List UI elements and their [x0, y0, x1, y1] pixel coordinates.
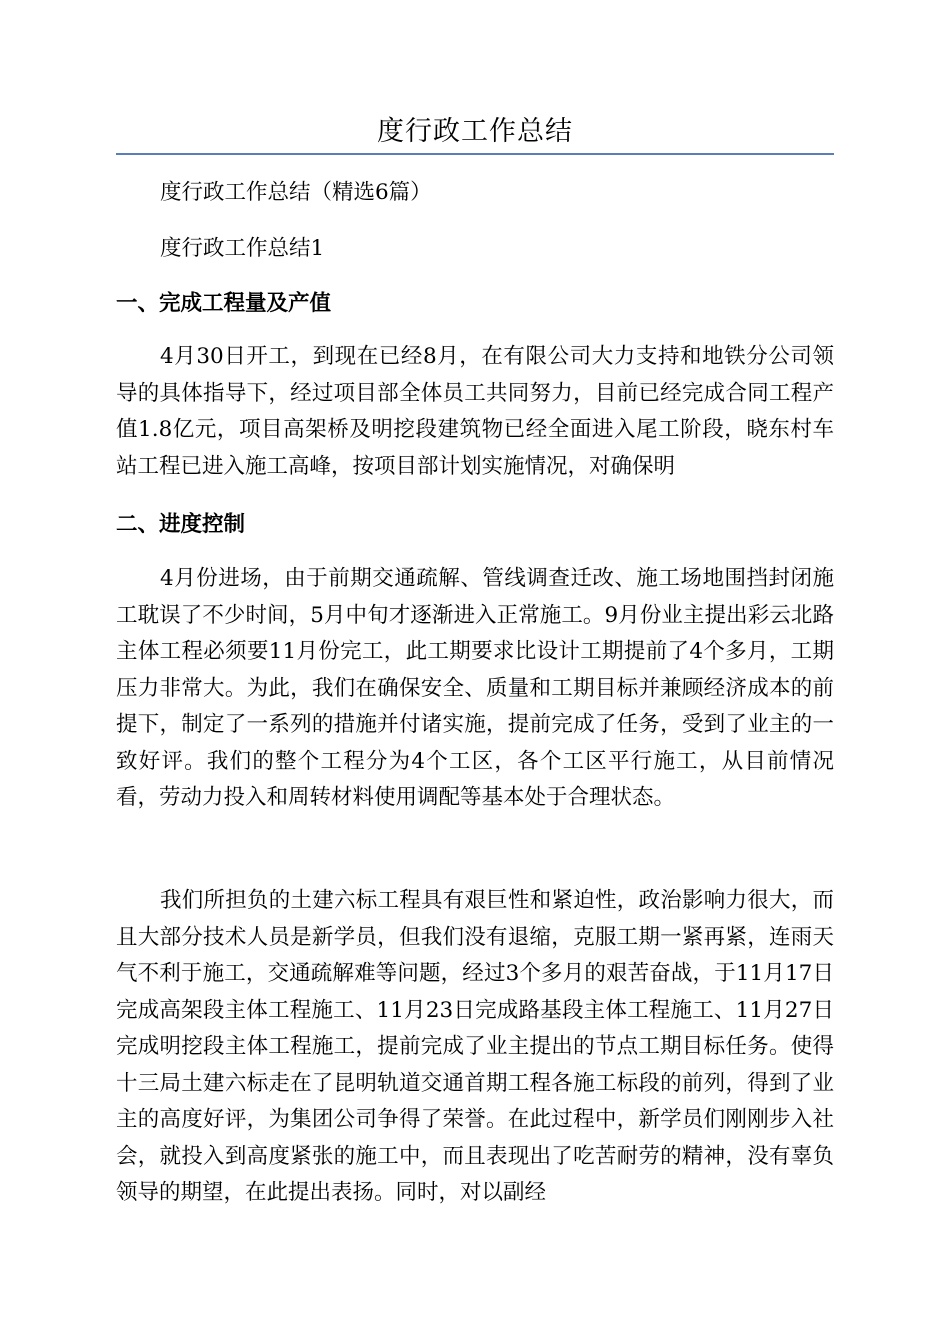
section-paragraph-progress-2: 我们所担负的土建六标工程具有艰巨性和紧迫性，政治影响力很大，而且大部分技术人员是新学员，但我们没有退缩，克服工期一紧再紧，连雨天气不利于施工，交通疏解难等问题，经过3个多月的艰苦奋战，于11月17日完成高架段主体工程施工、11月23日完成路基段主体工程施工、11月27日完成明挖段主体工程施工，提前完成了业主提出的节点工期目标任务。使得十三局土建六标走在了昆明轨道交通首期工程各施工标段的前列，得到了业主的高度好评，为集团公司争得了荣誉。在此过程中，新学员们刚刚步入社会，就投入到高度紧张的施工中，而且表现出了吃苦耐劳的精神，没有辜负领导的期望，在此提出表扬。同时，对以副经	[116, 888, 834, 1205]
document-title: 度行政工作总结	[377, 116, 573, 147]
title-underline	[116, 153, 834, 155]
section-heading-output: 一、完成工程量及产值	[116, 291, 332, 316]
document-subtitle: 度行政工作总结（精选6篇）	[160, 180, 432, 205]
section-paragraph-output: 4月30日开工，到现在已经8月，在有限公司大力支持和地铁分公司领导的具体指导下，经过项目部全体员工共同努力，目前已经完成合同工程产值1.8亿元，项目高架桥及明挖段建筑物已经全面进入尾工阶段，晓东村车站工程已进入施工高峰，按项目部计划实施情况，对确保明	[116, 344, 834, 479]
section-heading-progress: 二、进度控制	[116, 512, 246, 537]
part-label: 度行政工作总结1	[160, 236, 325, 261]
section-paragraph-progress-1: 4月份进场，由于前期交通疏解、管线调查迁改、施工场地围挡封闭施工耽误了不少时间，5月中旬才逐渐进入正常施工。9月份业主提出彩云北路主体工程必须要11月份完工，此工期要求比设计工期提前了4个多月，工期压力非常大。为此，我们在确保安全、质量和工期目标并兼顾经济成本的前提下，制定了一系列的措施并付诸实施，提前完成了任务，受到了业主的一致好评。我们的整个工程分为4个工区，各个工区平行施工，从目前情况看，劳动力投入和周转材料使用调配等基本处于合理状态。	[116, 566, 834, 810]
